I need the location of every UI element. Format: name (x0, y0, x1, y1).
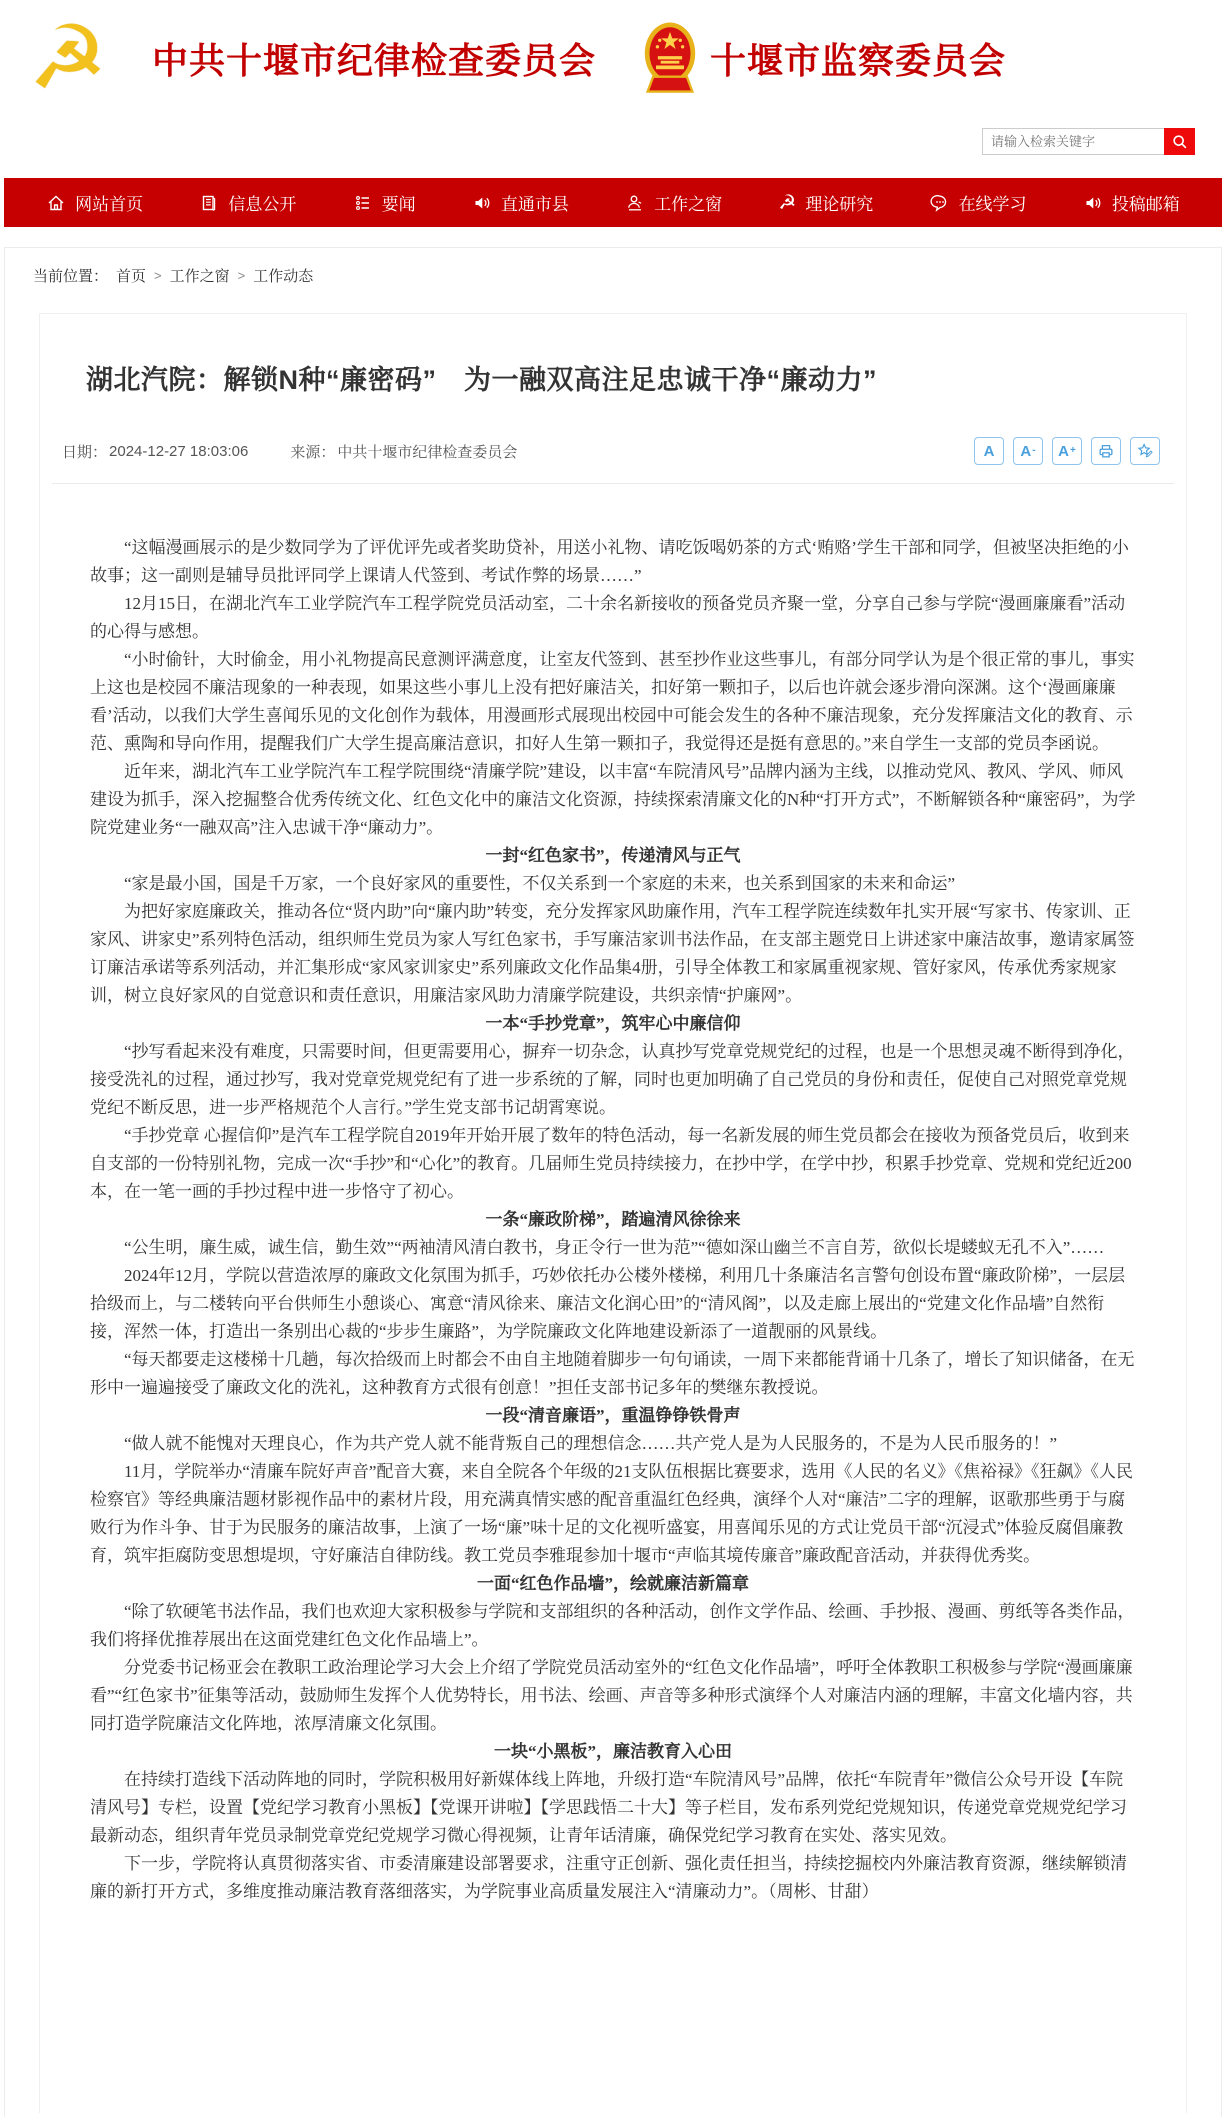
breadcrumb-link-dynamics[interactable]: 工作动态 (253, 268, 314, 285)
section-heading: 一本“手抄党章”，筑牢心中廉信仰 (485, 1014, 741, 1033)
nav-item-label: 工作之窗 (654, 195, 723, 214)
breadcrumb-link-work[interactable]: 工作之窗 (169, 268, 230, 285)
article-paragraph: 下一步，学院将认真贯彻落实省、市委清廉建设部署要求，注重守正创新、强化责任担当，持续挖掘校内外廉洁教育资源，继续解锁清廉的新打开方式，多维度推动廉洁教育落细落实，为学院事业高质量发展注入“清廉动力”。（周彬、甘甜） (90, 1854, 1127, 1901)
nav-item-mailbox[interactable] (1083, 190, 1180, 215)
nav-item-label: 要闻 (381, 195, 416, 214)
page-title: 湖北汽院：解锁N种“廉密码” 为一融双高注足忠诚干净“廉动力” (86, 365, 877, 395)
source-label: 来源： (290, 443, 336, 461)
breadcrumb-label: 当前位置： (33, 268, 109, 285)
nav-item-elearning[interactable] (930, 190, 1027, 215)
chat-icon (930, 193, 950, 213)
article-paragraph: “这幅漫画展示的是少数同学为了评优评先或者奖助贷补，用送小礼物、请吃饭喝奶茶的方式‘贿赂’学生干部和同学，但被坚决拒绝的小故事；这一副则是辅导员批评同学上课请人代签到、考试作弊的场景……” (90, 538, 1129, 585)
nav-item-work[interactable] (625, 190, 722, 215)
section-heading: 一条“廉政阶梯”，踏遍清风徐徐来 (485, 1210, 741, 1229)
speaker-icon (472, 193, 492, 213)
nav-item-label: 投稿邮箱 (1111, 195, 1180, 214)
breadcrumb-separator: > (154, 268, 162, 283)
search-input[interactable] (982, 128, 1164, 155)
nav-item-home[interactable] (46, 190, 143, 215)
megaphone-icon (1083, 193, 1103, 213)
breadcrumb (5, 248, 1221, 301)
article-paragraph: 近年来，湖北汽车工业学院汽车工程学院围绕“清廉学院”建设，以丰富“车院清风号”品牌内涵为主线，以推动党风、教风、学风、师风建设为抓手，深入挖掘整合优秀传统文化、红色文化中的廉洁文化资源，持续探索清廉文化的N种“打开方式”，不断解锁各种“廉密码”，为学院党建业务“一融双高”注入忠诚干净“廉动力”。 (90, 762, 1136, 837)
article-body (52, 484, 1174, 1966)
font-increase-label: A (1058, 442, 1069, 460)
article-paragraph: 在持续打造线下活动阵地的同时，学院积极用好新媒体线上阵地，升级打造“车院清风号”品牌，依托“车院青年”微信公众号开设【车院清风号】专栏，设置【党纪学习教育小黑板】【党课开讲啦】【学思践悟二十大】等子栏目，发布系列党纪党规知识，传递党章党规党纪学习最新动态，组织青年党员录制党章党纪党规学习微心得视频，让青年话清廉，确保党纪学习教育在实处、落实见效。 (90, 1770, 1127, 1845)
document-icon (199, 193, 219, 213)
section-heading: 一面“红色作品墙”，绘就廉洁新篇章 (477, 1574, 749, 1593)
font-increase-button[interactable] (1052, 437, 1082, 465)
search-bar (982, 128, 1195, 155)
site-title-jiwei: 中共十堰市纪律检查委员会 (152, 40, 597, 81)
minus-sign: - (1032, 445, 1036, 456)
article-meta-left (62, 441, 517, 462)
article-paragraph: “做人就不能愧对天理良心，作为共产党人就不能背叛自己的理想信念……共产党人是为人民服务的，不是为人民币服务的！” (124, 1434, 1058, 1453)
print-button[interactable] (1091, 437, 1121, 465)
font-decrease-button[interactable] (1013, 437, 1043, 465)
favorite-star-icon (1136, 442, 1154, 460)
font-reset-label: A (983, 442, 995, 460)
search-button[interactable] (1164, 128, 1195, 155)
article (39, 313, 1187, 2113)
nav-item-label: 在线学习 (958, 195, 1027, 214)
favorite-button[interactable] (1130, 437, 1160, 465)
brand-jianwei (642, 20, 1006, 96)
article-paragraph: 为把好家庭廉政关，推动各位“贤内助”向“廉内助”转变，充分发挥家风助廉作用，汽车工程学院连续数年扎实开展“写家书、传家训、正家风、讲家史”系列特色活动，组织师生党员为家人写红色家书，手写廉洁家训书法作品，在支部主题党日上讲述家中廉洁故事，邀请家属签订廉洁承诺等系列活动，并汇集形成“家风家训家史”系列廉政文化作品集4册，引导全体教工和家属重视家规、管好家风，传承优秀家规家训，树立良好家风的自觉意识和责任意识，用廉洁家风助力清廉学院建设，共织亲情“护廉网”。 (90, 902, 1135, 1005)
article-paragraph: 分党委书记杨亚会在教职工政治理论学习大会上介绍了学院党员活动室外的“红色文化作品墙”，呼吁全体教职工积极参与学院“漫画廉廉看”“红色家书”征集等活动，鼓励师生发挥个人优势特长，用书法、绘画、声音等多种形式演绎个人对廉洁内涵的理解，丰富文化墙内容，共同打造学院廉洁文化阵地，浓厚清廉文化氛围。 (90, 1658, 1133, 1733)
nav-item-news[interactable] (353, 190, 416, 215)
nav-item-label: 信息公开 (228, 195, 297, 214)
section-heading: 一段“清音廉语”，重温铮铮铁骨声 (485, 1406, 741, 1425)
article-paragraph: “手抄党章 心握信仰”是汽车工程学院自2019年开始开展了数年的特色活动，每一名新发展的师生党员都会在接收为预备党员后，收到来自支部的一份特别礼物，完成一次“手抄”和“心化”的教育。几届师生党员持续接力，在抄中学，在学中抄，积累手抄党章、党规和党纪近200本，在一笔一画的手抄过程中进一步恪守了初心。 (90, 1126, 1132, 1201)
article-paragraph: “除了软硬笔书法作品，我们也欢迎大家积极参与学院和支部组织的各种活动，创作文学作品、绘画、手抄报、漫画、剪纸等各类作品，我们将择优推荐展出在这面党建红色文化作品墙上”。 (90, 1602, 1135, 1649)
nav-item-label: 理论研究 (805, 195, 874, 214)
article-paragraph: “家是最小国，国是千万家，一个良好家风的重要性，不仅关系到一个家庭的未来，也关系到国家的未来和命运” (124, 874, 956, 893)
article-paragraph: “每天都要走这楼梯十几趟，每次拾级而上时都会不由自主地随着脚步一句句诵读，一周下来都能背诵十几条了，增长了知识储备，在无形中一遍遍接受了廉政文化的洗礼，这种教育方式很有创意！”担任支部书记多年的樊继东教授说。 (90, 1350, 1135, 1397)
nav-item-theory[interactable] (778, 190, 873, 215)
font-reset-button[interactable] (974, 437, 1004, 465)
nav-item-label: 网站首页 (75, 195, 144, 214)
article-paragraph: 2024年12月，学院以营造浓厚的廉政文化氛围为抓手，巧妙依托办公楼外楼梯，利用几十条廉洁名言警句创设布置“廉政阶梯”，一层层拾级而上，与二楼转向平台供师生小憩谈心、寓意“清风徐来、廉洁文化润心田”的“清风阁”，以及走廊上展出的“党建文化作品墙”自然衔接，浑然一体，打造出一条别出心裁的“步步生廉路”，为学院廉政文化阵地建设新添了一道靓丽的风景线。 (90, 1266, 1126, 1341)
section-heading: 一封“红色家书”，传递清风与正气 (485, 846, 741, 865)
plus-sign: + (1070, 445, 1076, 456)
user-icon (625, 193, 645, 213)
list-icon (353, 193, 373, 213)
site-title-jianwei: 十堰市监察委员会 (710, 40, 1007, 81)
content-box (4, 247, 1222, 2117)
search-icon (1171, 133, 1189, 151)
date-label: 日期： (62, 443, 108, 461)
national-emblem-logo (642, 20, 698, 96)
article-paragraph: “公生明，廉生威，诚生信，勤生效”“两袖清风清白教书，身正令行一世为范”“德如深山幽兰不言自芳，欲似长堤蝼蚁无孔不入”…… (124, 1238, 1105, 1257)
party-emblem-icon: ☭ (778, 191, 797, 214)
article-paragraph: “小时偷针，大时偷金，用小礼物提高民意测评满意度，让室友代签到、甚至抄作业这些事儿，有部分同学认为是个很正常的事儿，事实上这也是校园不廉洁现象的一种表现，如果这些小事儿上没有把好廉洁关，扣好第一颗扣子，以后也许就会逐步滑向深渊。这个‘漫画廉廉看’活动，以我们大学生喜闻乐见的文化创作为载体，用漫画形式展现出校园中可能会发生的各种不廉洁现象，充分发挥廉洁文化的教育、示范、熏陶和导向作用，提醒我们广大学生提高廉洁意识，扣好人生第一颗扣子，我觉得还是挺有意思的。”来自学生一支部的党员李函说。 (90, 650, 1135, 753)
site-header (0, 0, 1226, 178)
section-heading: 一块“小黑板”，廉洁教育入心田 (494, 1742, 732, 1761)
font-decrease-label: A (1020, 442, 1032, 460)
nav-item-info[interactable] (199, 190, 296, 215)
article-paragraph: “抄写看起来没有难度，只需要时间，但更需要用心，摒弃一切杂念，认真抄写党章党规党纪的过程，也是一个思想灵魂不断得到净化，接受洗礼的过程，通过抄写，我对党章党规党纪有了进一步系统的了解，同时也更加明确了自己党员的身份和责任，促使自己对照党章党规党纪不断反思，进一步严格规范个人言行。”学生党支部书记胡霄寒说。 (90, 1042, 1135, 1117)
breadcrumb-link-home[interactable]: 首页 (116, 268, 147, 285)
nav-item-counties[interactable] (472, 190, 569, 215)
printer-icon (1097, 442, 1115, 460)
article-tools (974, 437, 1164, 465)
date-value: 2024-12-27 18:03:06 (109, 442, 249, 460)
article-meta (52, 437, 1174, 484)
party-emblem-logo: ☭ (28, 8, 108, 107)
article-paragraph: 12月15日，在湖北汽车工业学院汽车工程学院党员活动室，二十余名新接收的预备党员齐聚一堂，分享自己参与学院“漫画廉廉看”活动的心得与感想。 (90, 594, 1126, 641)
source-value: 中共十堰市纪律检查委员会 (337, 443, 518, 461)
main-nav (4, 178, 1222, 227)
nav-item-label: 直通市县 (500, 195, 569, 214)
breadcrumb-separator: > (237, 268, 246, 283)
article-paragraph: 11月，学院举办“清廉车院好声音”配音大赛，来自全院各个年级的21支队伍根据比赛要求，选用《人民的名义》《焦裕禄》《狂飙》《人民检察官》等经典廉洁题材影视作品中的素材片段，用充满真情实感的配音重温红色经典，演绎个人对“廉洁”二字的理解，讴歌那些勇于与腐败行为作斗争、甘于为民服务的廉洁故事，上演了一场“廉”味十足的文化视听盛宴，用喜闻乐见的方式让党员干部“沉浸式”体验反腐倡廉教育，筑牢拒腐防变思想堤坝，守好廉洁自律防线。教工党员李雅琨参加十堰市“声临其境传廉音”廉政配音活动，并获得优秀奖。 (90, 1462, 1133, 1565)
brand-row (18, 8, 1007, 107)
home-icon (46, 193, 66, 213)
